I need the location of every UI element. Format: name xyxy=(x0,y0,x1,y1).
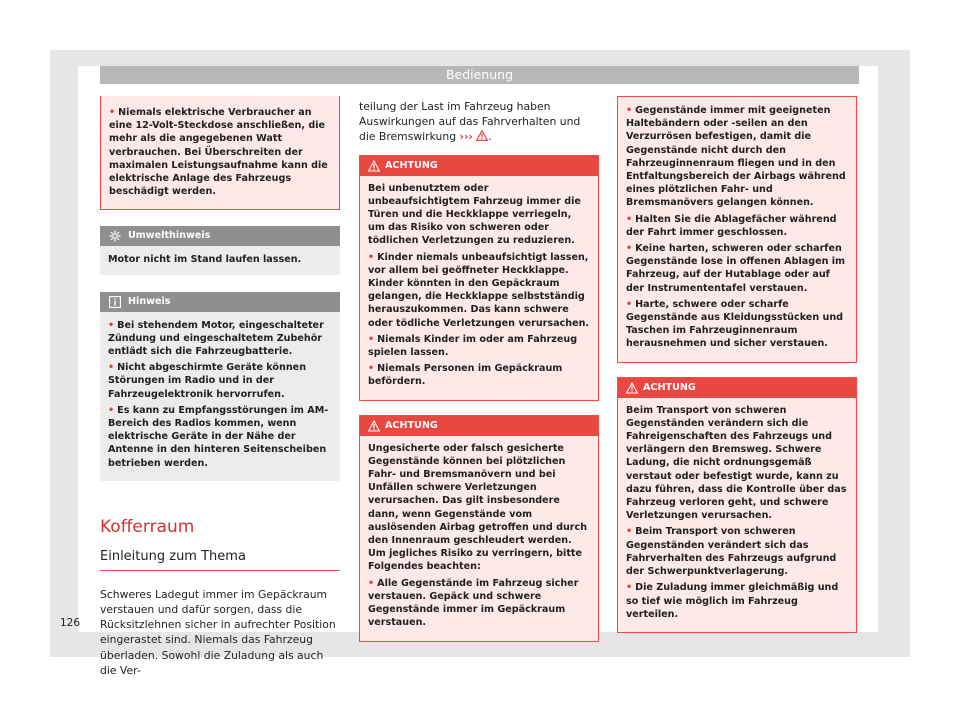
column-left xyxy=(100,96,340,678)
warning-bullet: • Die Zuladung immer gleichmäßig und so tief wie möglich im Fahrzeug verteilen. xyxy=(626,582,839,620)
warning-box-continued xyxy=(617,96,857,363)
env-note-body: Motor nicht im Stand laufen lassen. xyxy=(100,246,340,274)
info-icon xyxy=(109,296,121,308)
warning-intro: Bei unbenutztem oder unbeaufsichtigtem Fahrzeug immer die Türen und die Heckklappe verriegeln, um das Risiko von schweren oder tödlichen Verletzungen zu reduzieren. xyxy=(368,182,581,247)
warning-bullet: • Alle Gegenstände im Fahrzeug sicher verstauen. Gepäck und schwere Gegenstände immer im Gepäckraum verstauen. xyxy=(368,577,579,629)
warning-header xyxy=(360,156,598,176)
warning-bullet: • Niemals Personen im Gepäckraum befördern. xyxy=(368,363,563,388)
warning-box-2 xyxy=(359,415,599,642)
warning-header xyxy=(618,378,856,398)
warning-bullet: • Niemals Kinder im oder am Fahrzeug spielen lassen. xyxy=(368,333,578,359)
column-right xyxy=(617,96,857,633)
warning-triangle-icon xyxy=(368,160,380,172)
hint-note-header xyxy=(100,292,340,312)
column-middle xyxy=(359,99,599,642)
warning-box-3 xyxy=(617,377,857,633)
page-header: Bedienung xyxy=(100,66,859,84)
warning-bullet: • Niemals elektrische Verbraucher an eine 12-Volt-Steckdose anschließen, die mehr als die angegebenen Watt verbrauchen. Bei Überschreiten der maximalen Leistungsaufnahme kann die elektrische Anlage des Fahrzeugs beschädigt werden. xyxy=(109,107,328,198)
warning-bullet: • Gegenstände immer mit geeigneten Haltebändern oder -seilen an den Verzurrösen befestigen, damit die Gegenstände nicht durch den Fahrzeuginnenraum fliegen und in den Entfaltungsbereich der Airbags während eines plötzlichen Fahr- und Bremsmanövers gelangen können. xyxy=(626,105,846,209)
hint-note-title: Hinweis xyxy=(128,295,171,307)
warning-title: ACHTUNG xyxy=(643,381,696,393)
section-heading xyxy=(100,517,340,571)
warning-bullet: • Harte, schwere oder scharfe Gegenstände aus Kleidungsstücken und Taschen im Fahrzeuginnenraum herausnehmen und sicher verstauen. xyxy=(626,298,844,350)
hint-note xyxy=(100,292,340,481)
warning-box-1 xyxy=(359,155,599,401)
warning-triangle-icon xyxy=(626,382,638,394)
warning-triangle-icon xyxy=(476,130,488,141)
warning-title: ACHTUNG xyxy=(385,419,438,431)
warning-box-continued xyxy=(100,96,340,210)
cross-ref-arrows: ››› xyxy=(459,130,473,144)
warning-title: ACHTUNG xyxy=(385,159,438,171)
hint-bullet: • Es kann zu Empfangsstörungen im AM-Bereich des Radios kommen, wenn elektrische Geräte in der Nähe der Antenne in den hinteren Seitenscheiben betrieben werden. xyxy=(108,404,329,469)
section-rule xyxy=(100,570,340,571)
body-paragraph: Schweres Ladegut immer im Gepäckraum verstauen und dafür sorgen, dass die Rücksitzlehnen sicher in aufrechter Position eingerastet sind. Niemals das Fahrzeug überladen. Sowohl die Zuladung als auch die Ver- xyxy=(100,587,336,677)
warning-bullet: • Beim Transport von schweren Gegenständen verändert sich das Fahrverhalten des Fahrzeugs aufgrund der Schwerpunktverlagerung. xyxy=(626,526,837,578)
env-note-header xyxy=(100,226,340,246)
page-number: 126 xyxy=(60,617,81,629)
warning-bullet: • Kinder niemals unbeaufsichtigt lassen, vor allem bei geöffneter Heckklappe. Kinder könnten in den Gepäckraum gelangen, die Heckklappe selbstständig herauszukommen. Das kann schwere oder tödliche Verletzungen verursachen. xyxy=(368,251,590,329)
warning-header xyxy=(360,416,598,436)
env-note-title: Umwelthinweis xyxy=(128,230,211,242)
warning-intro: Ungesicherte oder falsch gesicherte Gegenstände können bei plötzlichen Fahr- und Bremsmanövern und bei Unfällen schwere Verletzungen verursachen. Das gilt insbesondere dann, wenn Gegenstände vom auslösenden Airbag getroffen und durch den Innenraum geschleudert werden. Um jegliches Risiko zu verringern, bitte Folgendes beachten: xyxy=(368,442,588,573)
env-note xyxy=(100,226,340,274)
warning-triangle-icon xyxy=(368,420,380,432)
warning-intro: Beim Transport von schweren Gegenständen verändern sich die Fahreigenschaften des Fahrzeugs und verlängern den Bremsweg. Schwere Ladung, die nicht ordnungsgemäß verstaut oder befestigt wurde, kann zu dazu führen, dass die Kontrolle über das Fahrzeug verloren geht, und schwere Verletzungen verursachen. xyxy=(626,404,847,522)
warning-bullet: • Halten Sie die Ablagefächer während der Fahrt immer geschlossen. xyxy=(626,213,837,238)
leaf-icon xyxy=(109,230,121,242)
warning-bullet: • Keine harten, schweren oder scharfen Gegenstände lose in offenen Ablagen im Fahrzeug, auf der Hutablage oder auf der Instrumententafel verstauen. xyxy=(626,243,846,294)
hint-note-body xyxy=(100,312,340,481)
hint-bullet: • Bei stehendem Motor, eingeschalteter Zündung und eingeschaltetem Zubehör entlädt sich die Fahrzeugbatterie. xyxy=(108,319,324,358)
section-title: Kofferraum xyxy=(100,516,195,537)
hint-bullet: • Nicht abgeschirmte Geräte können Störungen im Radio und in der Fahrzeugelektronik hervorrufen. xyxy=(108,362,307,400)
section-subtitle: Einleitung zum Thema xyxy=(100,548,246,564)
body-paragraph-cont: teilung der Last im Fahrzeug haben Auswirkungen auf das Fahrverhalten und die Bremswirkung ››› . xyxy=(359,100,581,144)
